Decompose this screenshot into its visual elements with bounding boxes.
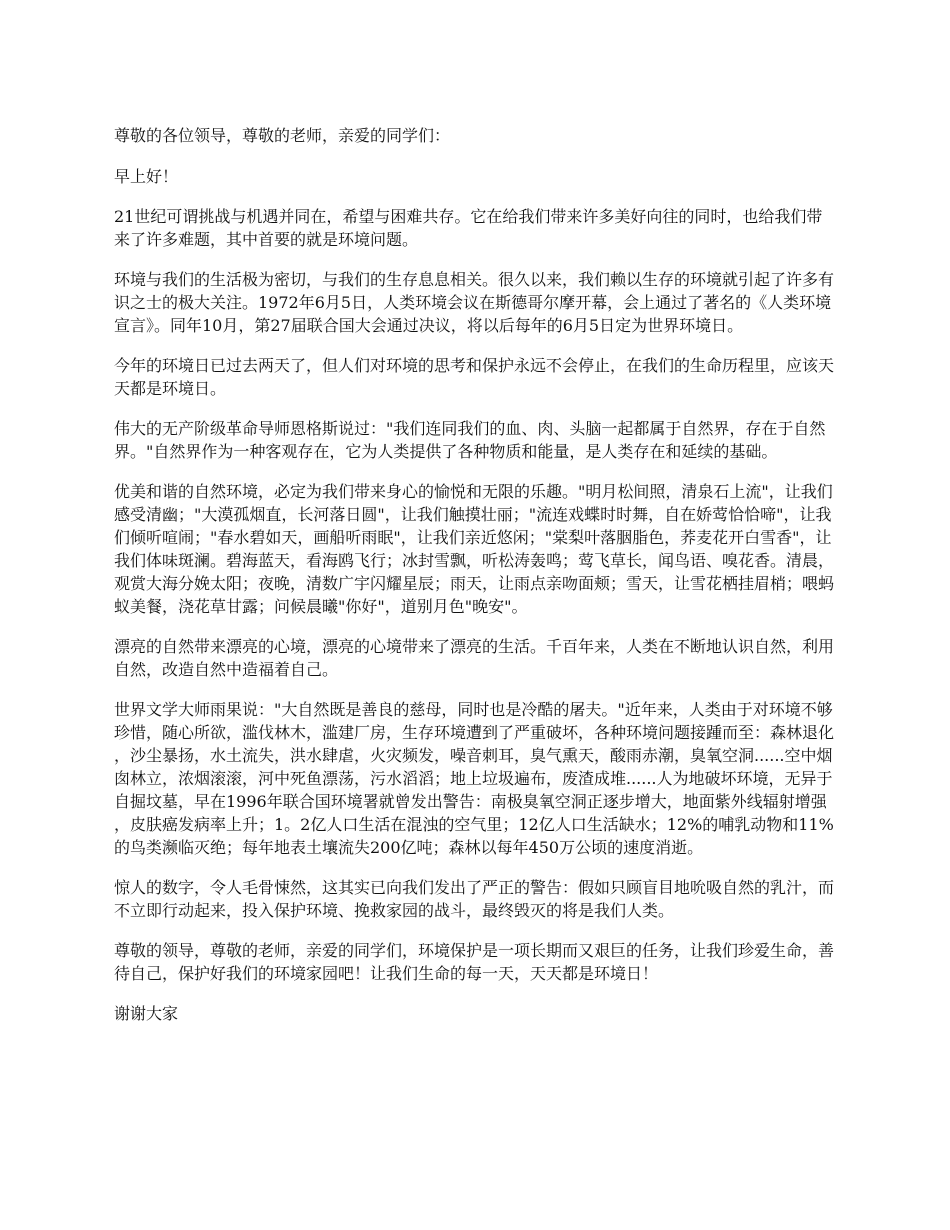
paragraph-1: 21世纪可谓挑战与机遇并同在，希望与困难共存。它在给我们带来许多美好向往的同时，也给我们带来了许多难题，其中首要的就是环境问题。 [114, 207, 823, 249]
paragraph-6: 漂亮的自然带来漂亮的心境，漂亮的心境带来了漂亮的生活。千百年来，人类在不断地认识自然，利用自然，改造自然中造福着自己。 [114, 637, 835, 679]
paragraph-5: 优美和谐的自然环境，必定为我们带来身心的愉悦和无限的乐趣。"明月松间照，清泉石上流"，让我们感受清幽；"大漠孤烟直，长河落日圆"，让我们触摸壮丽；"流连戏蝶时时舞，自在娇莺恰恰啼"，让我们倾听喧闹；"春水碧如天，画船听雨眠"，让我们亲近悠闲；"棠梨叶落胭脂色，荞麦花开白雪香"，让我们体味斑澜。碧海蓝天，看海鸥飞行；冰封雪飘，听松涛轰鸣；莺飞草长，闻鸟语、嗅花香。清晨，观赏大海分娩太阳；夜晚，清数广宇闪耀星辰；雨天，让雨点亲吻面颊；雪天，让雪花栖挂眉梢；喂蚂蚁美餐，浇花草甘露；问候晨曦"你好"，道别月色"晚安"。 [114, 482, 835, 616]
paragraph-8: 惊人的数字，令人毛骨悚然，这其实已向我们发出了严正的警告：假如只顾盲目地吮吸自然的乳汁，而不立即行动起来，投入保护环境、挽救家园的战斗，最终毁灭的将是我们人类。 [114, 878, 835, 920]
paragraph-9: 尊敬的领导，尊敬的老师，亲爱的同学们，环境保护是一项长期而又艰巨的任务，让我们珍爱生命，善待自己，保护好我们的环境家园吧！让我们生命的每一天，天天都是环境日！ [114, 941, 835, 983]
paragraph-7: 世界文学大师雨果说："大自然既是善良的慈母，同时也是冷酷的屠夫。"近年来，人类由于对环境不够珍惜，随心所欲，滥伐林木，滥建厂房，生存环境遭到了严重破坏，各种环境问题接踵而至：森林退化，沙尘暴扬，水土流失，洪水肆虐，火灾频发，噪音刺耳，臭气熏天，酸雨赤潮，臭氧空洞......空中烟囱林立，浓烟滚滚，河中死鱼漂荡，污水滔滔；地上垃圾遍布，废渣成堆......人为地破坏环境，无异于自掘坟墓，早在1996年联合国环境署就曾发出警告：南极臭氧空洞正逐步增大，地面紫外线辐射增强，皮肤癌发病率上升；1。2亿人口生活在混浊的空气里；12亿人口生活缺水；12%的哺乳动物和11%的鸟类濒临灭绝；每年地表土壤流失200亿吨；森林以每年450万公顷的速度消逝。 [114, 700, 835, 857]
salutation: 尊敬的各位领导，尊敬的老师，亲爱的同学们： [114, 126, 451, 145]
paragraph-3: 今年的环境日已过去两天了，但人们对环境的思考和保护永远不会停止，在我们的生命历程里，应该天天都是环境日。 [114, 356, 835, 398]
closing: 谢谢大家 [114, 1004, 179, 1023]
paragraph-2: 环境与我们的生活极为密切，与我们的生存息息相关。很久以来，我们赖以生存的环境就引起了许多有识之士的极大关注。1972年6月5日，人类环境会议在斯德哥尔摩开幕，会上通过了著名的《人类环境宣言》。同年10月，第27届联合国大会通过决议，将以后每年的6月5日定为世界环境日。 [114, 270, 835, 335]
speech-body [114, 124, 836, 1025]
greeting: 早上好！ [114, 167, 179, 186]
paragraph-4: 伟大的无产阶级革命导师恩格斯说过："我们连同我们的血、肉、头脑一起都属于自然界，存在于自然界。"自然界作为一种客观存在，它为人类提供了各种物质和能量，是人类存在和延续的基础。 [114, 419, 826, 461]
